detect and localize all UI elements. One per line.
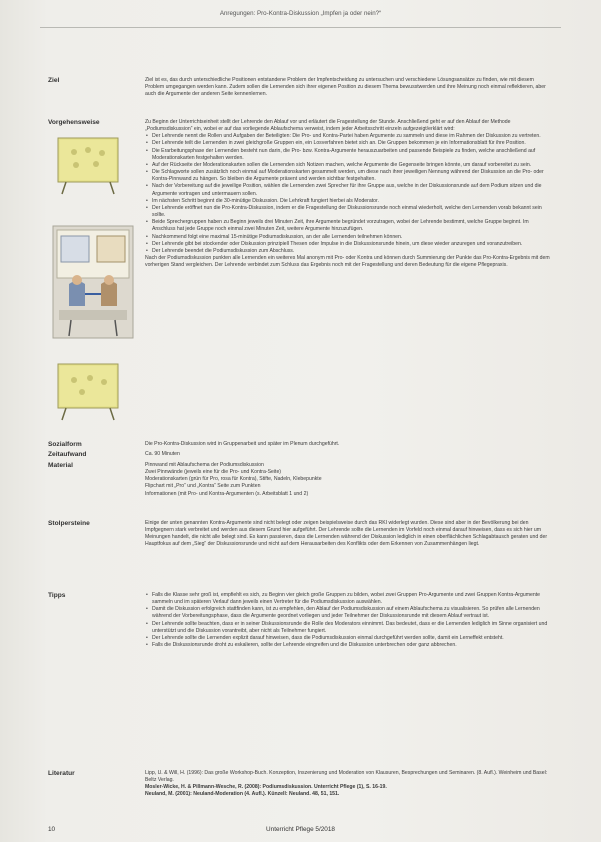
list-item: • Der Lehrende gibt bei stockender oder Diskussion prinzipiell Thesen oder Impulse in die Diskussionsrunde hinein, um diese wieder anzuregen und voranzutreiben. (152, 241, 553, 248)
list-item: • Falls die Diskussionsrunde droht zu eskalieren, sollte der Lehrende eingreifen und die Diskussion unterbrechen oder ganz abbrechen. (152, 642, 553, 649)
list-item: • Die Schlagworte sollen zusätzlich noch einmal auf Moderationskarten gesammelt werden, um diese nach ihrer jeweiligen Nennung während der Diskussion an die Pro- oder Kontra-Pinnwand zu hängen. So bleiben die Argumente präsent und werden sichtbar festgehalten. (152, 169, 553, 183)
flipchart-illustration-2 (52, 360, 124, 422)
tipps-list (145, 592, 553, 649)
label-stolpersteine: Stolpersteine (48, 520, 90, 527)
list-item: • Im nächsten Schritt beginnt die 30-minütige Diskussion. Die Lehrkraft fungiert hierbei als Moderator. (152, 198, 553, 205)
label-material: Material (48, 462, 73, 469)
list-item: • Falls die Klasse sehr groß ist, empfiehlt es sich, zu Beginn vier gleich große Gruppen zu bilden, wobei zwei Gruppen Pro-Argumente und zwei Gruppen Kontra-Argumente sammeln und im späteren Verlauf dann jeweils einen Vertreter für die Podiumsdiskussion auswählen. (152, 592, 553, 606)
magazine-issue: Unterricht Pflege 5/2018 (266, 826, 335, 833)
material-item: Moderationskarten (grün für Pro, rosa für Kontra), Stifte, Nadeln, Klebepunkte (145, 476, 322, 483)
literatur-entry: Mosler-Wicke, H. & Pillmann-Wesche, R. (2008): Podiumsdiskussion. Unterricht Pflege (1), S. 16-19. (145, 784, 387, 791)
list-item: • Der Lehrende nennt die Rollen und Aufgaben der Beteiligten: Die Pro- und Kontra-Partei haben Argumente zu sammeln und diese im Rahmen der Diskussion zu vertreten. (152, 133, 553, 140)
list-item: • Der Lehrende sollte die Lernenden explizit darauf hinweisen, dass die Podiumsdiskussion einmal durchgeführt werden sollte, damit ein Lerneffekt entsteht. (152, 635, 553, 642)
ziel-section (145, 77, 553, 98)
stolpersteine-section (145, 520, 553, 549)
list-item: • Auf der Rückseite der Moderationskarten sollen die Lernenden sich Notizen machen, welche Argumente die Gegenseite bringen könnte, um darauf vorbereitet zu sein. (152, 162, 553, 169)
podium-discussion-illustration (51, 224, 135, 342)
page-number: 10 (48, 826, 56, 833)
material-item: Informationen (mit Pro- und Kontra-Argumenten (s. Arbeitsblatt 1 und 2) (145, 490, 309, 497)
label-tipps: Tipps (48, 592, 66, 599)
label-zeitaufwand: Zeitaufwand (48, 451, 87, 458)
label-literatur: Literatur (48, 770, 75, 777)
tipps-section (145, 592, 553, 649)
list-item: • Die Erarbeitungsphase der Lernenden besteht nun darin, die Pro- bzw. Kontra-Argumente herauszuarbeiten und passende Beispiele zu finden, welche anschließend auf Moderationskarten festgehalten werden. (152, 148, 553, 162)
list-item: • Damit die Diskussion erfolgreich stattfinden kann, ist zu empfehlen, den Ablauf der Podiumsdiskussion auf einem Ablaufschema zu visualisieren. So prüfen alle Lernenden während der Vorbereitungsphase, dass die Argumente geordnet vorliegen und jeder Teilnehmer der Diskussionsrunde mit diesem Ablauf vertraut ist. (152, 606, 553, 620)
zeitaufwand-text: Ca. 90 Minuten (145, 451, 180, 457)
literatur-entry: Lipp, U. & Will, H. (1996): Das große Workshop-Buch. Konzeption, Inszenierung und Moderation von Klausuren, Besprechungen und Seminaren. (8. Aufl.). Weinheim und Basel: Beltz Verlag. (145, 770, 548, 784)
header-rule (40, 27, 561, 28)
list-item: • Nachkommend folgt eine maximal 15-minütige Podiumsdiskussion, an der alle Lernenden teilnehmen können. (152, 234, 553, 241)
vorgehen-intro: Zu Beginn der Unterrichtseinheit stellt der Lehrende den Ablauf vor und erläutert die Fragestellung der Stunde. Anschließend geht er auf den Ablauf der Methode „Podiumsdiskussion“ ein, wobei er auf das vorliegende Ablaufschema verweist, indem jeder Arbeitsschritt einzeln aufgezeigt/erklärt wird: (145, 119, 511, 133)
label-ziel: Ziel (48, 77, 60, 84)
sozialform-text: Die Pro-Kontra-Diskussion wird in Gruppenarbeit und später im Plenum durchgeführt. (145, 441, 340, 447)
zeitaufwand-section (145, 451, 553, 458)
label-vorgehensweise: Vorgehensweise (48, 119, 100, 126)
list-item: • Der Lehrende eröffnet nun die Pro-Kontra-Diskussion, indem er die Fragestellung der Diskussionsrunde noch einmal wiederholt, welche den Lernenden vorab bekannt sein sollte. (152, 205, 553, 219)
material-item: Pinnwand mit Ablaufschema der Podiumsdiskussion (145, 462, 264, 468)
list-item: • Beide Sprechergruppen haben zu Beginn jeweils drei Minuten Zeit, ihre Argumente begründet vorzutragen, wobei der Lehrende bestimmt, welche Gruppe beginnt. Im Anschluss hat jede Gruppe noch einmal zwei Minuten Zeit, weitere Argumente hinzuzufügen. (152, 219, 553, 233)
vorgehensweise-section (145, 119, 553, 269)
list-item: • Der Lehrende teilt die Lernenden in zwei gleichgroße Gruppen ein, ein Losverfahren bietet sich an. Die Gruppen bekommen je ein Informationsblatt für ihre Position. (152, 140, 553, 147)
literatur-entry: Neuland, M. (2001): Neuland-Moderation (4. Aufl.). Künzell: Neuland. 48, 51, 151. (145, 791, 340, 798)
label-sozialform: Sozialform (48, 441, 82, 448)
flipchart-illustration-1 (52, 134, 124, 196)
material-section (145, 462, 553, 498)
material-item: Zwei Pinnwände (jeweils eine für die Pro- und Kontra-Seite) (145, 469, 282, 476)
literatur-section (145, 770, 553, 799)
running-header: Anregungen: Pro-Kontra-Diskussion „Impfen ja oder nein?“ (219, 10, 382, 17)
stolpersteine-text: Einige der unten genannten Kontra-Argumente sind nicht belegt oder zeigen beispielsweise durch das RKI widerlegt wurden. Diese sind aber in der Bevölkerung bei den Impfgegnern stark verbreitet und werden aus diesem Grund hier aufgeführt. Der Lehrende sollte die Lernenden im Vorfeld noch einmal darauf hinweisen, dass es sich hier um Meinungen handelt, die nicht alle belegt sind. Es kann passieren, dass die Lernenden während der Diskussion lediglich in einen oberflächlichen Schlagabtausch geraten und der Hauptfokus auf dem „Sieg“ der Diskussionsrunde und nicht auf dem Herausarbeiten des Konflikts oder dem Erkennen von Zusammenhängen liegt. (145, 520, 548, 548)
list-item: • Nach der Vorbereitung auf die jeweilige Position, wählen die Lernenden zwei Sprecher für ihre Gruppe aus, welche in der Diskussionsrunde auf dem Podium sitzen und die Argumente vortragen und untermauern sollen. (152, 183, 553, 197)
vorgehen-list (145, 133, 553, 255)
vorgehen-outro: Nach der Podiumsdiskussion punkten alle Lernenden ein weiteres Mal anonym mit Pro- oder Kontra und können durch Summierung der Punkte das Pro-Kontra-Ergebnis mit dem vorherigen Stand vergleichen. Der Lehrende verbindet zum Schluss das Ergebnis noch mit der Fragestellung und deren Bedeutung für die eigene Pflegepraxis. (145, 254, 550, 269)
list-item: • Der Lehrende beendet die Podiumsdiskussion zum Abschluss. (152, 248, 553, 255)
sozialform-section (145, 441, 553, 448)
list-item: • Der Lehrende sollte beachten, dass er in seiner Diskussionsrunde die Rolle des Moderators einnimmt. Das bedeutet, dass er die Lernenden lediglich im Sinne organisiert und unterstützt und die Diskussion vorantreibt, aber nicht als Teilnehmer fungiert. (152, 621, 553, 635)
ziel-text: Ziel ist es, das durch unterschiedliche Positionen entstandene Problem der Impfentscheidung zu untersuchen und verschiedene Lösungsansätze zu finden, wie mit diesem Problem umgegangen werden kann. Zudem sollen die Lernenden sich ihrer eigenen Position zu diesem Thema bewusstwerden und ihre Meinung noch einmal reflektieren, aber auch die Argumente der anderen Seite kennenlernen. (145, 77, 546, 98)
material-item: Flipchart mit „Pro“ und „Kontra“ Seite zum Punkten (145, 483, 261, 490)
